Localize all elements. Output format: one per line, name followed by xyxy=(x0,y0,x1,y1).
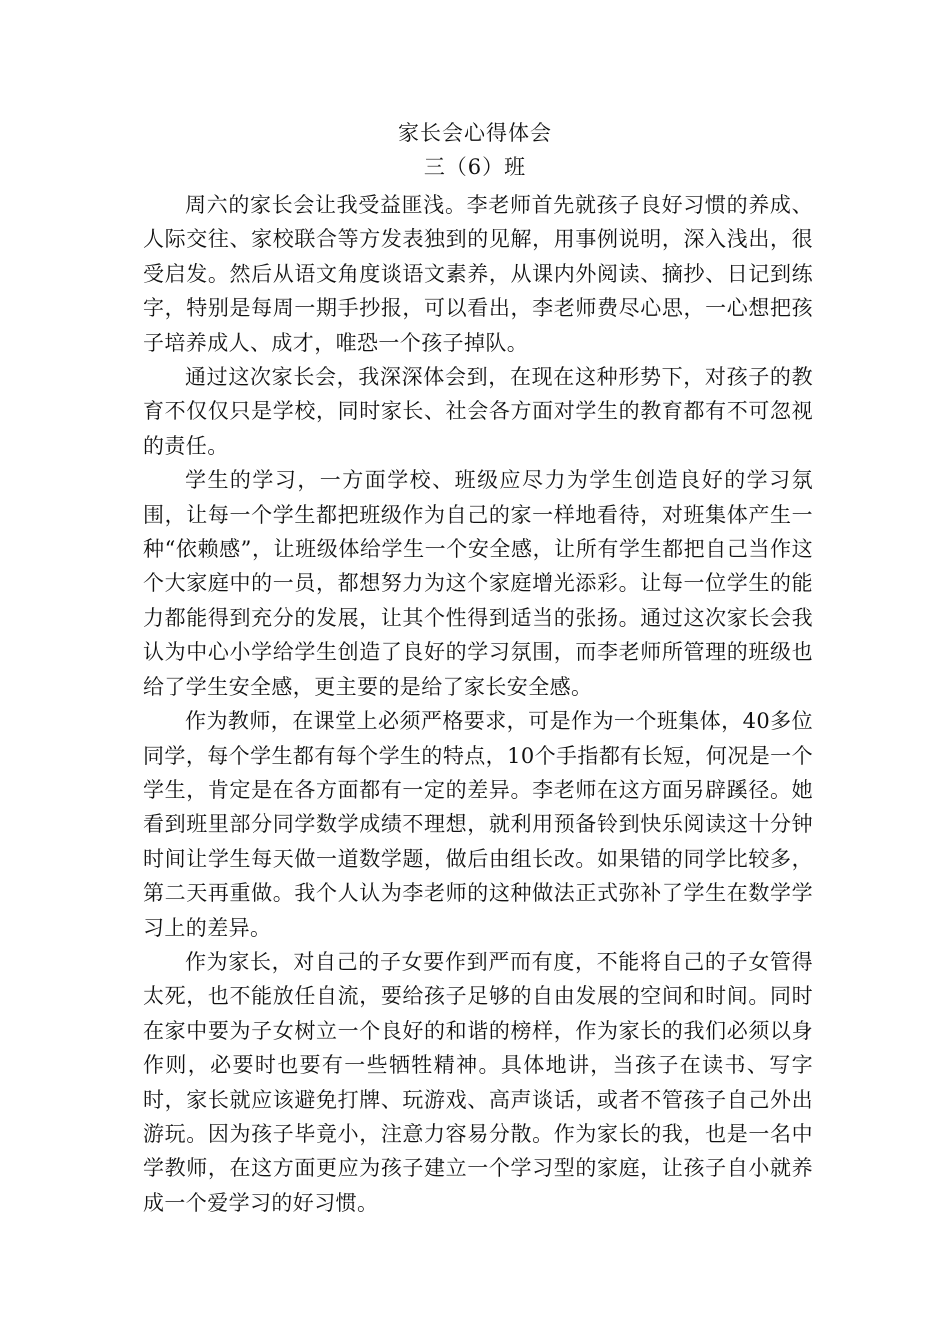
paragraph-1: 周六的家长会让我受益匪浅。李老师首先就孩子良好习惯的养成、人际交往、家校联合等方发表独到的见解，用事例说明，深入浅出，很受启发。然后从语文角度谈语文素养，从课内外阅读、摘抄、日记到练字，特别是每周一期手抄报，可以看出，李老师费尽心思，一心想把孩子培养成人、成才，唯恐一个孩子掉队。 xyxy=(143,193,813,355)
paragraph-2: 通过这次家长会，我深深体会到，在现在这种形势下，对孩子的教育不仅仅只是学校，同时家长、社会各方面对学生的教育都有不可忽视的责任。 xyxy=(143,365,813,458)
document-body xyxy=(143,188,813,1220)
paragraph-4: 作为教师，在课堂上必须严格要求，可是作为一个班集体，40多位同学，每个学生都有每个学生的特点，10个手指都有长短，何况是一个学生，肯定是在各方面都有一定的差异。李老师在这方面另辟蹊径。她看到班里部分同学数学成绩不理想，就利用预备铃到快乐阅读这十分钟时间让学生每天做一道数学题，做后由组长改。如果错的同学比较多，第二天再重做。我个人认为李老师的这种做法正式弥补了学生在数学学习上的差异。 xyxy=(143,709,813,940)
paragraph-5: 作为家长，对自己的子女要作到严而有度，不能将自己的子女管得太死，也不能放任自流，要给孩子足够的自由发展的空间和时间。同时在家中要为子女树立一个良好的和谐的榜样，作为家长的我们必须以身作则，必要时也要有一些牺牲精神。具体地讲，当孩子在读书、写字时，家长就应该避免打牌、玩游戏、高声谈话，或者不管孩子自己外出游玩。因为孩子毕竟小，注意力容易分散。作为家长的我，也是一名中学教师，在这方面更应为孩子建立一个学习型的家庭，让孩子自小就养成一个爱学习的好习惯。 xyxy=(143,949,813,1215)
document-subtitle: 三（6）班 xyxy=(423,155,527,179)
paragraph-3: 学生的学习，一方面学校、班级应尽力为学生创造良好的学习氛围，让每一个学生都把班级作为自己的家一样地看待，对班集体产生一种“依赖感”，让班级体给学生一个安全感，让所有学生都把自己当作这个大家庭中的一员，都想努力为这个家庭增光添彩。让每一位学生的能力都能得到充分的发展，让其个性得到适当的张扬。通过这次家长会我认为中心小学给学生创造了良好的学习氛围，而李老师所管理的班级也给了学生安全感，更主要的是给了家长安全感。 xyxy=(143,468,813,699)
document-title: 家长会心得体会 xyxy=(398,121,552,145)
